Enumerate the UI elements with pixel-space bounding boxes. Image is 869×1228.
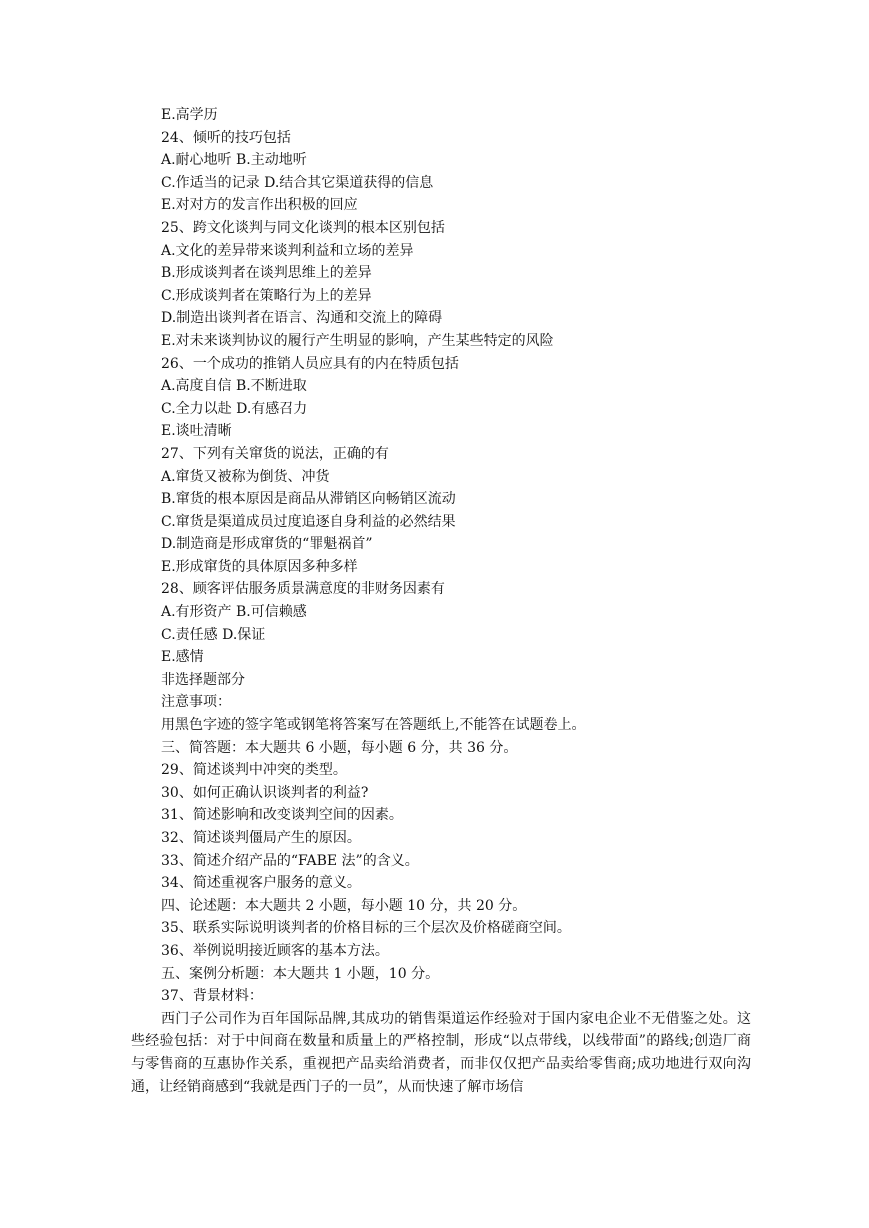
- option-line: B.窜货的根本原因是商品从滞销区向畅销区流动: [161, 491, 456, 508]
- question-title: 37、背景材料：: [161, 988, 263, 1005]
- option-line: A.高度自信 B.不断进取: [161, 378, 307, 395]
- document-body: [131, 104, 751, 1098]
- section-heading: 五、案例分析题：本大题共 1 小题，10 分。: [161, 965, 440, 982]
- option-line: D.制造出谈判者在语言、沟通和交流上的障碍: [161, 310, 443, 327]
- question-title: 25、跨文化谈判与同文化谈判的根本区别包括: [161, 219, 445, 236]
- option-line: A.有形资产 B.可信赖感: [161, 604, 307, 621]
- section-heading: 四、论述题：本大题共 2 小题，每小题 10 分，共 20 分。: [161, 897, 527, 914]
- option-line: E.谈吐清晰: [161, 423, 232, 440]
- question-title: 27、下列有关窜货的说法，正确的有: [161, 445, 389, 462]
- question-title: 26、一个成功的推销人员应具有的内在特质包括: [161, 355, 459, 372]
- option-line: A.窜货又被称为倒货、冲货: [161, 468, 330, 485]
- option-line: C.作适当的记录 D.结合其它渠道获得的信息: [161, 174, 434, 191]
- question-title: 34、简述重视客户服务的意义。: [161, 875, 361, 892]
- question-title: 31、简述影响和改变谈判空间的因素。: [161, 807, 403, 824]
- notice-heading: 注意事项：: [161, 694, 231, 711]
- option-line: C.形成谈判者在策略行为上的差异: [161, 287, 372, 304]
- option-line: C.窜货是渠道成员过度追逐自身利益的必然结果: [161, 513, 456, 530]
- question-title: 24、倾听的技巧包括: [161, 129, 291, 146]
- option-line: B.形成谈判者在谈判思维上的差异: [161, 265, 372, 282]
- text-line: E.高学历: [161, 107, 218, 123]
- option-line: E.对对方的发言作出积极的回应: [161, 197, 358, 214]
- question-title: 36、举例说明接近顾客的基本方法。: [161, 942, 389, 959]
- option-line: A.耐心地听 B.主动地听: [161, 152, 307, 169]
- question-title: 35、联系实际说明谈判者的价格目标的三个层次及价格磋商空间。: [161, 920, 571, 937]
- question-title: 30、如何正确认识谈判者的利益?: [161, 784, 369, 801]
- option-line: C.全力以赴 D.有感召力: [161, 400, 308, 417]
- question-title: 29、简述谈判中冲突的类型。: [161, 762, 347, 779]
- question-title: 33、简述介绍产品的“FABE 法”的含义。: [161, 852, 419, 869]
- option-line: C.责任感 D.保证: [161, 626, 266, 643]
- notice-text: 用黑色字迹的签字笔或钢笔将答案写在答题纸上,不能答在试题卷上。: [161, 717, 586, 734]
- section-heading: 三、简答题：本大题共 6 小题，每小题 6 分，共 36 分。: [161, 739, 518, 756]
- question-title: 28、顾客评估服务质景满意度的非财务因素有: [161, 581, 445, 598]
- option-line: A.文化的差异带来谈判利益和立场的差异: [161, 242, 414, 259]
- question-title: 32、简述谈判僵局产生的原因。: [161, 830, 361, 846]
- option-line: D.制造商是形成窜货的“罪魁祸首”: [161, 536, 373, 553]
- option-line: E.形成窜货的具体原因多种多样: [161, 558, 358, 575]
- option-line: E.感情: [161, 649, 204, 666]
- option-line: E.对未来谈判协议的履行产生明显的影响，产生某些特定的风险: [161, 332, 554, 349]
- section-heading: 非选择题部分: [161, 671, 245, 688]
- case-background-paragraph: 西门子公司作为百年国际品牌,其成功的销售渠道运作经验对于国内家电企业不无借鉴之处。这些经验包括：对于中间商在数量和质量上的严格控制，形成“以点带线，以线带面”的路线;创造厂商与零售商的互惠协作关系，重视把产品卖给消费者，而非仅仅把产品卖给零售商;成功地进行双向沟通，让经销商感到“我就是西门子的一员”，从而快速了解市场信: [131, 1010, 751, 1095]
